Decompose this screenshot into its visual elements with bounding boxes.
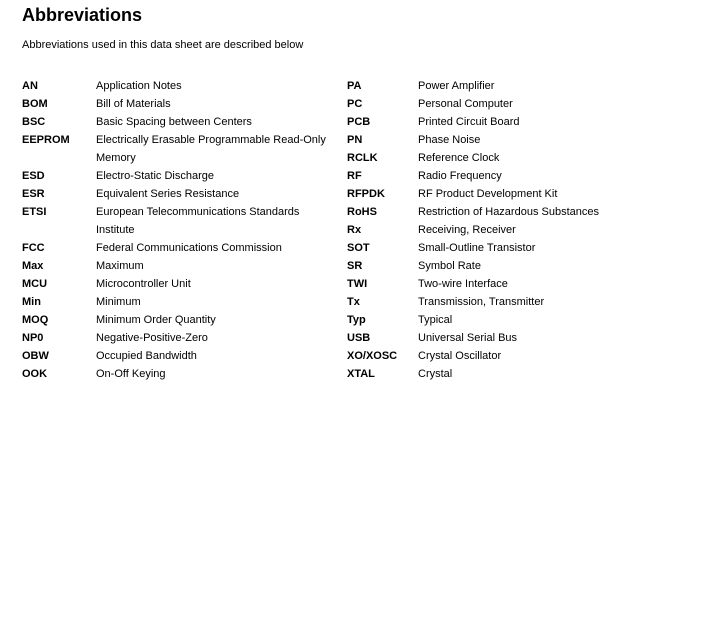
abbreviation-definition: Bill of Materials (96, 98, 171, 110)
abbreviation-definition: Microcontroller Unit (96, 278, 191, 290)
abbreviation-row (22, 311, 342, 329)
abbreviation-term: AN (22, 80, 38, 92)
abbreviation-definition: Maximum (96, 260, 144, 272)
abbreviation-row (347, 311, 707, 329)
abbreviation-row (22, 329, 342, 347)
abbreviation-definition: Federal Communications Commission (96, 242, 282, 254)
abbreviation-term: MOQ (22, 314, 49, 326)
abbreviation-term: RCLK (347, 152, 378, 164)
abbreviation-row (347, 167, 707, 185)
abbreviation-definition: Occupied Bandwidth (96, 350, 197, 362)
abbreviation-row (347, 203, 707, 221)
abbreviation-row (22, 95, 342, 113)
abbreviation-term: ESD (22, 170, 45, 182)
abbreviation-definition: Application Notes (96, 80, 182, 92)
abbreviation-term: USB (347, 332, 371, 344)
abbreviation-definition: Symbol Rate (418, 260, 481, 272)
abbreviation-term: Rx (347, 224, 362, 236)
abbreviation-row (347, 131, 707, 149)
abbreviation-row (347, 293, 707, 311)
abbreviation-term: EEPROM (22, 134, 70, 146)
page-title: Abbreviations (22, 5, 143, 25)
abbreviation-definition: On-Off Keying (96, 368, 166, 380)
abbreviation-term: PN (347, 134, 363, 146)
abbreviation-row (22, 293, 342, 311)
abbreviation-definition: Two-wire Interface (418, 278, 508, 290)
abbreviation-definition: Typical (418, 314, 453, 326)
abbreviation-definition: Negative-Positive-Zero (96, 332, 208, 344)
abbreviation-row (22, 113, 342, 131)
abbreviation-definition: Universal Serial Bus (418, 332, 518, 344)
abbreviation-term: XO/XOSC (347, 350, 398, 362)
abbreviation-term: ETSI (22, 206, 47, 218)
abbreviation-definition: Basic Spacing between Centers (96, 116, 252, 128)
abbreviation-row (22, 77, 342, 95)
abbreviation-term: OBW (22, 350, 49, 362)
abbreviation-row (347, 113, 707, 131)
abbreviation-definition: Reference Clock (418, 152, 500, 164)
abbreviation-definition: Equivalent Series Resistance (96, 188, 240, 200)
abbreviation-row (22, 239, 342, 257)
abbreviation-definition: Transmission, Transmitter (418, 296, 545, 308)
abbreviation-term: BOM (22, 98, 48, 110)
abbreviation-row (347, 239, 707, 257)
abbreviation-definition: Personal Computer (418, 98, 513, 110)
abbreviation-definition: Phase Noise (418, 134, 481, 146)
abbreviation-term: Min (22, 296, 41, 308)
abbreviation-term: SOT (347, 242, 370, 254)
abbreviation-list-left (22, 77, 342, 383)
abbreviation-term: ESR (22, 188, 45, 200)
abbreviation-row (347, 257, 707, 275)
abbreviation-term: Max (22, 260, 44, 272)
abbreviation-term: RF (347, 170, 362, 182)
intro-text: Abbreviations used in this data sheet are described below (22, 39, 304, 51)
abbreviation-row (22, 167, 342, 185)
abbreviation-term: TWI (347, 278, 368, 290)
abbreviation-term: BSC (22, 116, 46, 128)
abbreviation-term: XTAL (347, 368, 375, 380)
abbreviation-row (22, 257, 342, 275)
abbreviation-row (347, 329, 707, 347)
abbreviation-definition: Receiving, Receiver (418, 224, 516, 236)
abbreviation-row (347, 185, 707, 203)
abbreviation-term: Typ (347, 314, 366, 326)
abbreviation-definition: Crystal (418, 368, 453, 380)
abbreviation-term: SR (347, 260, 363, 272)
abbreviation-row (347, 149, 707, 167)
abbreviation-term: OOK (22, 368, 48, 380)
abbreviation-term: NP0 (22, 332, 44, 344)
abbreviation-row (347, 275, 707, 293)
abbreviation-term: RFPDK (347, 188, 385, 200)
abbreviation-definition: Electrically Erasable Programmable Read-Only Memory (96, 134, 326, 164)
abbreviation-definition: Minimum Order Quantity (96, 314, 216, 326)
abbreviation-list-right (347, 77, 707, 383)
abbreviation-row (22, 131, 342, 167)
abbreviation-definition: Small-Outline Transistor (418, 242, 536, 254)
abbreviation-term: PA (347, 80, 362, 92)
abbreviation-definition: Printed Circuit Board (418, 116, 520, 128)
abbreviation-row (347, 347, 707, 365)
abbreviation-definition: Electro-Static Discharge (96, 170, 214, 182)
abbreviation-definition: Restriction of Hazardous Substances (418, 206, 599, 218)
abbreviation-row (22, 347, 342, 365)
abbreviation-definition: Crystal Oscillator (418, 350, 502, 362)
abbreviation-row (347, 365, 707, 383)
abbreviation-row (22, 185, 342, 203)
abbreviation-row (22, 365, 342, 383)
abbreviation-term: Tx (347, 296, 360, 308)
abbreviation-definition: Minimum (96, 296, 141, 308)
abbreviation-term: PCB (347, 116, 371, 128)
abbreviation-term: FCC (22, 242, 45, 254)
abbreviation-definition: Power Amplifier (418, 80, 495, 92)
abbreviation-definition: European Telecommunications Standards Institute (96, 206, 300, 236)
abbreviation-row (347, 221, 707, 239)
abbreviation-definition: Radio Frequency (418, 170, 502, 182)
abbreviation-definition: RF Product Development Kit (418, 188, 558, 200)
abbreviation-row (347, 95, 707, 113)
abbreviation-row (22, 203, 342, 239)
abbreviation-term: MCU (22, 278, 48, 290)
abbreviation-row (347, 77, 707, 95)
abbreviation-row (22, 275, 342, 293)
abbreviation-term: PC (347, 98, 363, 110)
abbreviation-term: RoHS (347, 206, 377, 218)
